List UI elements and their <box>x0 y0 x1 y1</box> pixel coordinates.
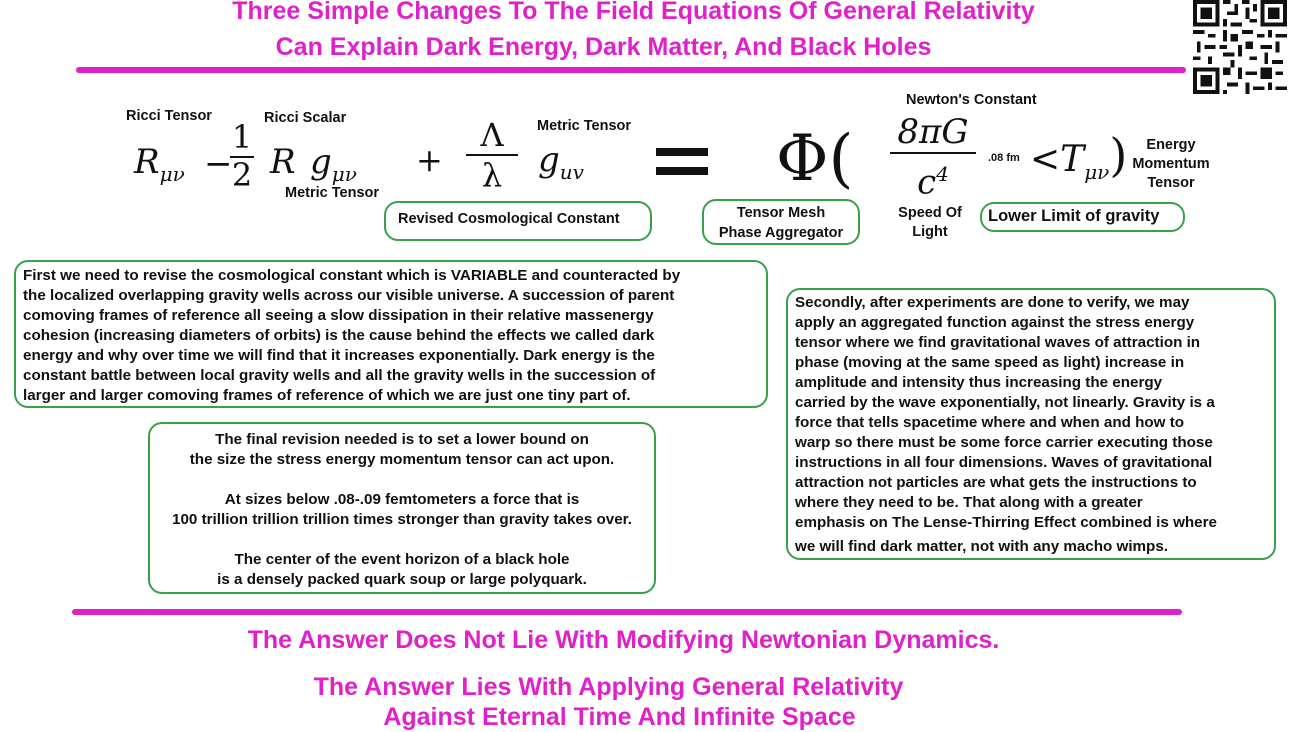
box-tensor-mesh-line1: Tensor Mesh <box>736 205 826 221</box>
label-energy: Energy <box>1146 137 1196 153</box>
label-newtons-constant: Newton's Constant <box>906 92 1037 108</box>
symbol-minus: − <box>204 144 233 184</box>
label-light: Light <box>912 224 948 240</box>
symbol-R-mu-nu: $R_{\mu\nu}$ <box>134 142 185 186</box>
title-line-1: Three Simple Changes To The Field Equations Of General Relativity <box>232 0 1035 25</box>
label-lower-bound: .08 fm <box>988 152 1020 164</box>
title-line-2: Can Explain Dark Energy, Dark Matter, And Black Holes <box>275 33 932 61</box>
first-line: First we need to revise the cosmological constant which is VARIABLE and counteracted by <box>23 267 681 284</box>
symbol-phi: Φ( <box>776 122 854 196</box>
bottom-divider <box>72 609 1182 615</box>
first-line: constant battle between local gravity wells and all the gravity wells in the succession of <box>23 367 656 384</box>
second-line: warp so there must be some force carrier executing those <box>795 434 1213 451</box>
label-metric-tensor-right: Metric Tensor <box>537 118 632 134</box>
box-lower-limit-label: Lower Limit of gravity <box>988 207 1160 225</box>
label-ricci-tensor: Ricci Tensor <box>126 108 212 124</box>
first-line: cohesion (increasing diameters of orbits) is the cause behind the effects we called dark <box>23 327 655 344</box>
first-line: comoving frames of reference all seeing a slow dissipation in their relative massenergy <box>23 307 654 324</box>
paragraph-box-final <box>148 422 656 594</box>
top-divider <box>76 67 1186 73</box>
label-tensor: Tensor <box>1147 175 1195 191</box>
second-line: instructions in all four dimensions. Waves of gravitational <box>795 454 1213 471</box>
symbol-equals <box>656 148 708 176</box>
first-line: the localized overlapping gravity wells across our visible universe. A succession of parent <box>23 287 675 304</box>
final-line: The center of the event horizon of a black hole <box>234 551 570 568</box>
label-ricci-scalar: Ricci Scalar <box>264 110 347 126</box>
final-line: the size the stress energy momentum tensor can act upon. <box>189 451 615 468</box>
second-line: tensor where we find gravitational waves of attraction in <box>795 334 1201 351</box>
paragraph-box-second <box>786 288 1276 560</box>
box-tensor-mesh-line2: Phase Aggregator <box>718 225 844 241</box>
symbol-R: R <box>270 142 296 182</box>
second-line: force that tells spacetime where and when and how to <box>795 414 1185 431</box>
symbol-plus: + <box>416 141 443 179</box>
final-line <box>150 470 654 490</box>
first-line: larger and larger comoving frames of reference of which we are just one tiny part of. <box>23 387 631 404</box>
qr-code-icon <box>1190 0 1290 94</box>
footer-line-1: The Answer Does Not Lie With Modifying Newtonian Dynamics. <box>247 626 1000 654</box>
box-revised-cosmological-constant <box>384 201 652 241</box>
label-speed-of: Speed Of <box>898 205 962 221</box>
final-line: At sizes below .08-.09 femtometers a force that is <box>224 491 580 508</box>
fraction-lambda: Λ λ <box>466 117 518 193</box>
fraction-one-half: 1 2 <box>231 118 253 194</box>
final-line <box>150 530 654 550</box>
second-line: Secondly, after experiments are done to verify, we may <box>795 294 1190 311</box>
fraction-8piG-c4: 8πG $c^4$ <box>890 112 976 202</box>
box-tensor-mesh <box>702 199 860 245</box>
label-speed-of-light <box>890 204 970 242</box>
label-metric-tensor-left: Metric Tensor <box>285 185 380 201</box>
label-momentum: Momentum <box>1132 156 1210 172</box>
paragraph-box-first <box>14 260 768 408</box>
final-line: is a densely packed quark soup or large polyquark. <box>217 571 587 588</box>
label-energy-momentum-tensor <box>1126 136 1216 193</box>
second-line: amplitude and intensity thus increasing the energy <box>795 374 1163 391</box>
second-line: apply an aggregated function against the stress energy <box>795 314 1195 331</box>
second-line: where they need to be. That along with a greater <box>795 494 1143 511</box>
second-line: carried by the wave exponentially, not linearly. Gravity is a <box>795 394 1215 411</box>
symbol-less-than-T: $<T_{\mu\nu}$) <box>1030 128 1128 185</box>
second-line: we will find dark matter, not with any macho wimps. <box>795 538 1169 555</box>
footer-line-2: The Answer Lies With Applying General Relativity <box>313 673 904 701</box>
footer-line-3: Against Eternal Time And Infinite Space <box>383 703 856 731</box>
symbol-g-mu-nu: $g_{\mu\nu}$ <box>310 142 357 186</box>
symbol-g-uv: $g_{uv}$ <box>538 140 584 184</box>
second-line: phase (moving at the same speed as light) increase in <box>795 354 1185 371</box>
first-line: energy and why over time we will find that it increases exponentially. Dark energy is the <box>23 347 655 364</box>
final-line: The final revision needed is to set a lower bound on <box>215 431 589 448</box>
second-line: attraction not particles are what gets the instructions to <box>795 474 1197 491</box>
box-revised-cosmological-constant-label: Revised Cosmological Constant <box>398 211 620 227</box>
box-lower-limit-of-gravity <box>980 202 1185 232</box>
second-line: emphasis on The Lense-Thirring Effect combined is where <box>795 514 1217 531</box>
final-line: 100 trillion trillion trillion times stronger than gravity takes over. <box>172 511 632 528</box>
